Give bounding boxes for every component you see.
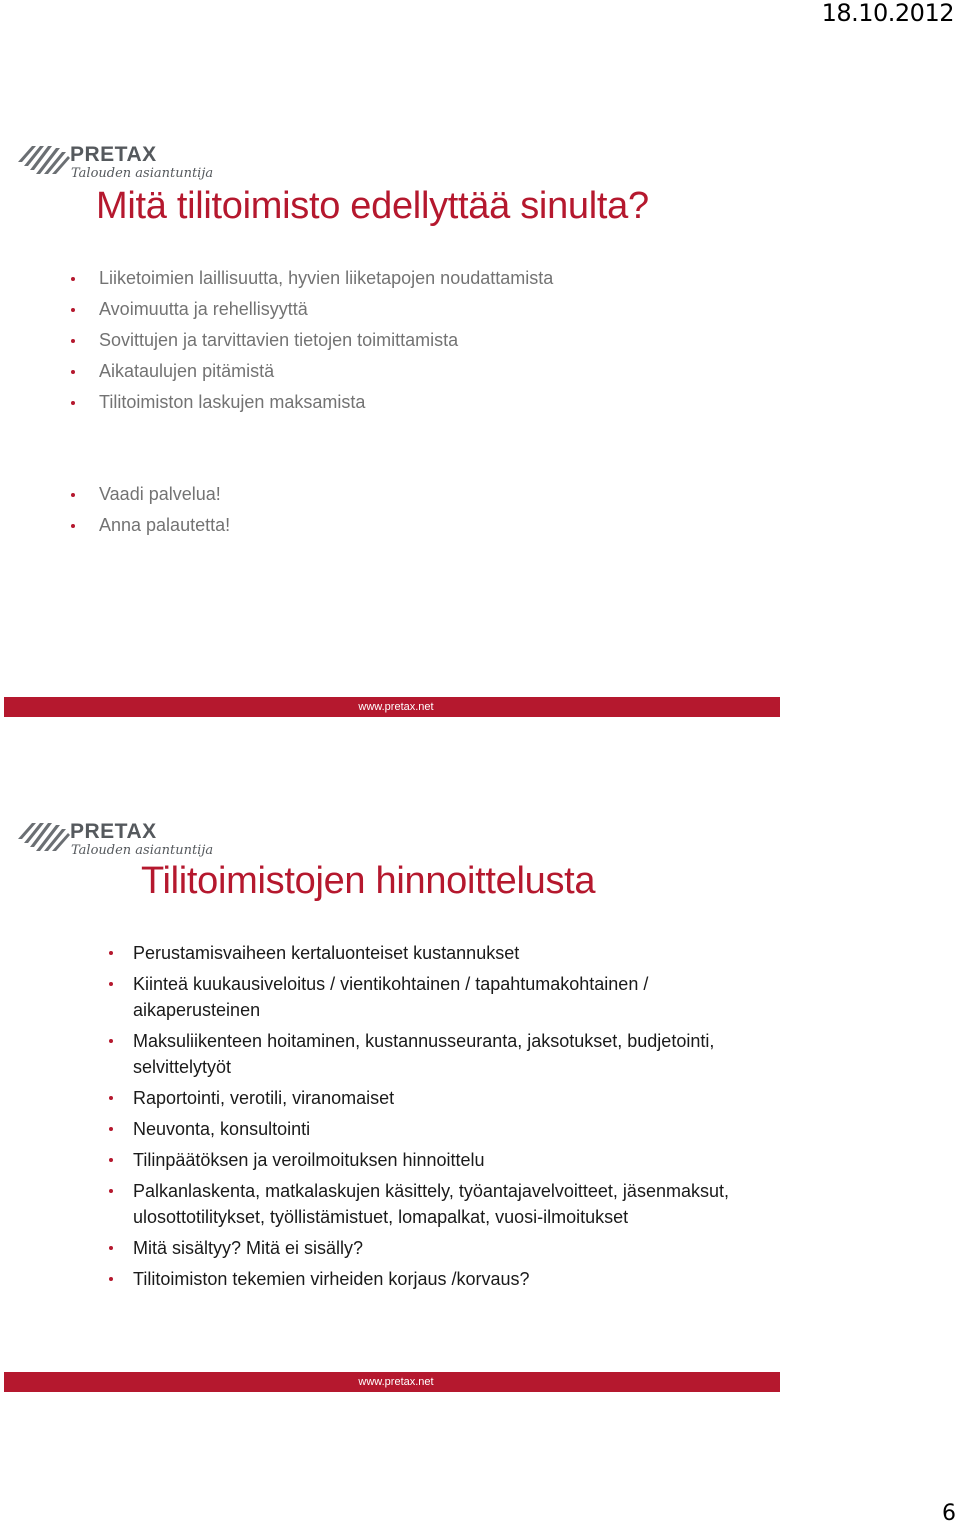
bullet-dot <box>71 277 75 281</box>
call-to-action-list <box>99 479 739 541</box>
logo-tagline: Talouden asiantuntija <box>71 843 214 858</box>
list-item-text: Vaadi palvelua! <box>99 484 221 504</box>
bullet-dot <box>109 1039 113 1043</box>
list-item <box>133 1028 733 1080</box>
bullet-dot <box>109 1096 113 1100</box>
list-item <box>133 1178 733 1230</box>
list-item-text: Tilinpäätöksen ja veroilmoituksen hinnoittelu <box>133 1150 485 1170</box>
slide-title: Tilitoimistojen hinnoittelusta <box>141 860 596 902</box>
footer-url: www.pretax.net <box>358 1376 434 1388</box>
bullet-dot <box>109 1277 113 1281</box>
pricing-topics-list <box>133 940 733 1297</box>
list-item <box>133 940 733 966</box>
footer-url: www.pretax.net <box>358 701 434 713</box>
bullet-dot <box>71 401 75 405</box>
list-item-text: Neuvonta, konsultointi <box>133 1119 311 1139</box>
list-item <box>99 479 739 510</box>
slide-2 <box>0 720 780 1395</box>
list-item <box>99 325 739 356</box>
logo-name: PRETAX <box>70 820 157 843</box>
requirements-list <box>99 263 739 418</box>
list-item-text: Avoimuutta ja rehellisyyttä <box>99 299 308 319</box>
slide-footer <box>4 697 780 717</box>
list-item-text: Mitä sisältyy? Mitä ei sisälly? <box>133 1238 364 1258</box>
slide-1 <box>0 0 780 720</box>
pretax-stripes-logo-icon <box>18 817 70 853</box>
logo-tagline: Talouden asiantuntija <box>71 166 214 181</box>
list-item <box>133 1266 733 1292</box>
list-item-text: Palkanlaskenta, matkalaskujen käsittely, työantajavelvoitteet, jäsenmaksut, ulosottotilitykset, työllistämistuet, lomapalkat, vuosi-ilmoitukset <box>133 1181 729 1227</box>
bullet-dot <box>71 524 75 528</box>
list-item <box>99 294 739 325</box>
bullet-dot <box>109 1189 113 1193</box>
bullet-dot <box>109 1158 113 1162</box>
bullet-dot <box>71 370 75 374</box>
logo-name: PRETAX <box>70 143 157 166</box>
slide-title: Mitä tilitoimisto edellyttää sinulta? <box>96 185 649 227</box>
list-item <box>133 1085 733 1111</box>
bullet-dot <box>109 951 113 955</box>
bullet-dot <box>71 308 75 312</box>
list-item-text: Perustamisvaiheen kertaluonteiset kustannukset <box>133 943 520 963</box>
list-item <box>99 387 739 418</box>
pretax-logo <box>18 140 214 185</box>
pretax-logo <box>18 817 214 862</box>
bullet-dot <box>71 493 75 497</box>
list-item <box>99 356 739 387</box>
list-item-text: Sovittujen ja tarvittavien tietojen toimittamista <box>99 330 459 350</box>
list-item-text: Maksuliikenteen hoitaminen, kustannusseuranta, jaksotukset, budjetointi, selvittelytyöt <box>133 1031 715 1077</box>
page-date: 18.10.2012 <box>821 0 954 27</box>
list-item <box>133 1116 733 1142</box>
bullet-dot <box>109 982 113 986</box>
list-item-text: Anna palautetta! <box>99 515 231 535</box>
list-item <box>99 263 739 294</box>
bullet-dot <box>71 339 75 343</box>
list-item <box>133 1147 733 1173</box>
bullet-dot <box>109 1246 113 1250</box>
list-item-text: Liiketoimien laillisuutta, hyvien liiketapojen noudattamista <box>99 268 554 288</box>
list-item-text: Tilitoimiston laskujen maksamista <box>99 392 366 412</box>
list-item-text: Aikataulujen pitämistä <box>99 361 275 381</box>
list-item-text: Raportointi, verotili, viranomaiset <box>133 1088 395 1108</box>
bullet-dot <box>109 1127 113 1131</box>
pretax-stripes-logo-icon <box>18 140 70 176</box>
list-item-text: Kiinteä kuukausiveloitus / vientikohtainen / tapahtumakohtainen / aikaperusteinen <box>133 974 649 1020</box>
list-item-text: Tilitoimiston tekemien virheiden korjaus /korvaus? <box>133 1269 530 1289</box>
list-item <box>133 971 733 1023</box>
list-item <box>99 510 739 541</box>
page-number: 6 <box>942 1501 956 1526</box>
list-item <box>133 1235 733 1261</box>
slide-footer <box>4 1372 780 1392</box>
